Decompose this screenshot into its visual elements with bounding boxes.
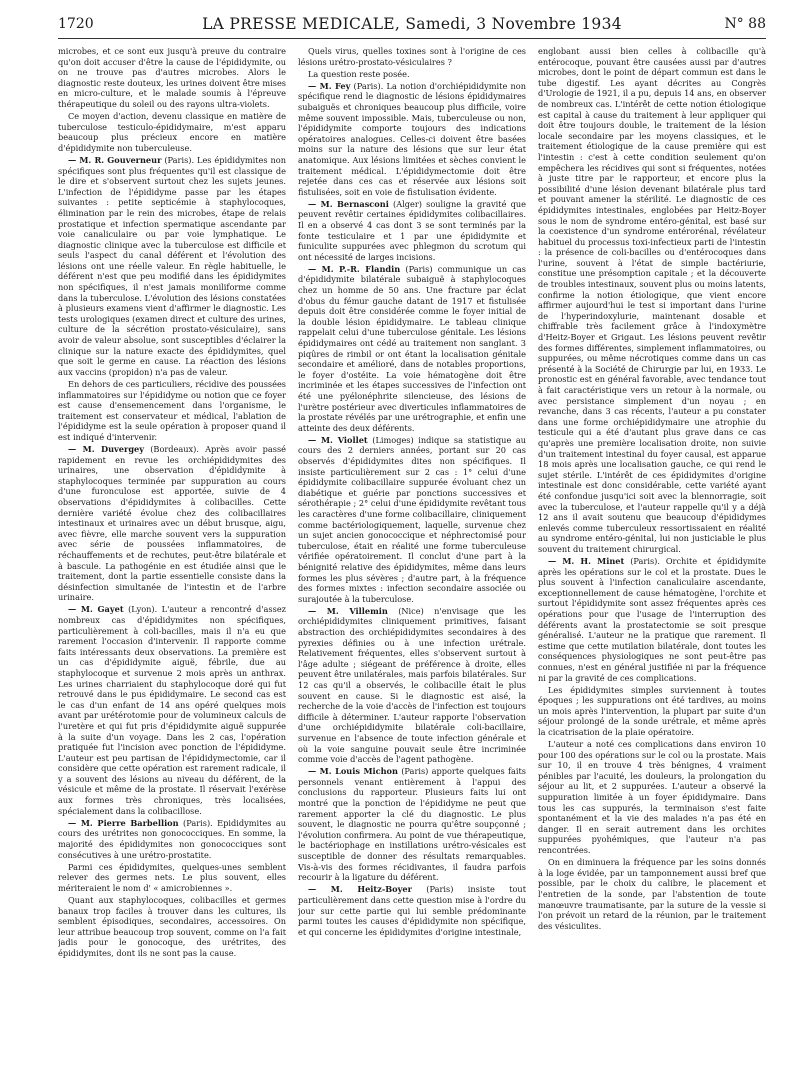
paragraph: [58, 46, 286, 110]
paragraph-text: En dehors de ces particuliers, récidive des poussées inflammatoires sur l'épididyme ou notion que ce foyer est cause d'ensemencement dans l'organisme, le traitement est conservateur et médical, l'ablation de l'épididyme est la seule opération à proposer quand il est indiqué d'intervenir.: [58, 378, 286, 442]
paragraph-text: Quels virus, quelles toxines sont à l'origine de ces lésions urétro-prostato-vésiculaires ?: [298, 46, 526, 67]
article-columns: [58, 46, 766, 1076]
paragraph: [58, 111, 286, 153]
paragraph-text: Parmi ces épididymites, quelques-unes semblent relever des germes nets. Le plus souvent, elles mériteraient le nom d' « amicrobiennes ».: [58, 861, 286, 893]
column-3: [538, 46, 766, 1076]
paragraph: [298, 81, 526, 198]
paragraph: [298, 199, 526, 263]
paragraph-text: (Paris). Les épididymites non spécifiques sont plus fréquentes qu'il est classique de le dire et s'observent surtout chez les sujets jeunes. L'infection de l'épididyme passe par les étapes suivantes : petite septicémie à staphylocoques, élimination par le rein des microbes, étape de relais prostatique et infection spermatique ascendante par voie canaliculaire ou par voie lymphatique. Le diagnostic clinique avec la tuberculose est difficile et seuls l'aspect du canal déférent et l'évolution des lésions ont une réelle valeur. En règle habituelle, le déférent n'est que peu modifié dans les épididymites non spécifiques, il n'est jamais moniliforme comme dans la tuberculose. L'évolution des lésions constatées à plusieurs examens vient d'affirmer le diagnostic. Les tests urologiques (examen direct et culture des urines, culture de la sécrétion prostato-vésiculaire), sans avoir de valeur absolue, sont susceptibles d'éclairer la clinique sur la nature exacte des épididymites, quel que soit le germe en cause. La réaction des lésions aux vaccins (propidon) n'a pas de valeur.: [58, 154, 286, 377]
paragraph: [538, 857, 766, 931]
author-name: — M. P.-R. Flandin: [308, 263, 401, 274]
paragraph: [298, 606, 526, 765]
issue-number: N° 88: [724, 16, 766, 32]
author-name: — M. Viollet: [308, 434, 368, 445]
paragraph-text: (Nice) n'envisage que les orchiépididymites cliniquement primitives, faisant abstraction des orchiépididymites secondaires à des pyrexies définies ou à une infection urétrale. Relativement fréquentes, elles s'observent surtout à l'âge adulte ; siégeant de préférence à droite, elles peuvent être unilatérales, mais parfois bilatérales. Sur 12 cas qu'il a observés, le colibacille était le plus souvent en cause. Si le diagnostic est aisé, la recherche de la voie d'accès de l'infection est toujours difficile à déterminer. L'auteur rapporte l'observation d'une orchiépididymite bilatérale coli-bacillaire, survenue en l'absence de toute infection générale et où la voie sanguine pouvait seule être incriminée comme voie d'accès de l'agent pathogène.: [298, 605, 526, 765]
author-name: — M. Fey: [308, 80, 351, 91]
paragraph-text: (Alger) souligne la gravité que peuvent revêtir certaines épididymites colibacillaires. Il en a observé 4 cas dont 3 se sont terminés par la fonte testiculaire et 1 par une épididymite et funiculite suppurées avec phlegmon du scrotum qui ont nécessité de larges incisions.: [298, 198, 526, 262]
author-name: — M. H. Minet: [548, 556, 625, 566]
paragraph-text: Les épididymites simples surviennent à toutes époques ; les suppurations ont été tardives, au moins un mois après l'intervention, la plupart par suite d'un séjour prolongé de la sonde urétrale, et même après la cicatrisation de la plaie opératoire.: [538, 684, 766, 737]
paragraph-text: Quant aux staphylocoques, colibacilles et germes banaux trop faciles à trouver dans les cultures, ils semblent épisodiques, secondaires, accessoires. On leur attribue beaucoup trop souvent, comme on l'a fait jadis pour le gonocoque, des urétrites, des épididymites, dont ils ne sont pas la cause.: [58, 894, 286, 958]
column-2: [298, 46, 526, 1076]
paragraph-text: La question reste posée.: [308, 68, 410, 79]
paragraph-text: (Paris) communique un cas d'épididymite bilatérale subaiguë à staphylocoques chez un homme de 50 ans. Une fracture par éclat d'obus du fémur gauche datant de 1917 et fistulisée depuis doit être considérée comme le foyer initial de la double lésion épididymaire. Le tableau clinique rappelait celui d'une tuberculose génitale. Les lésions épididymaires ont cédé au traitement non sanglant. 3 piqûres de rimbil or ont étant la localisation génitale secondaire et amélioré, dans de notables proportions, le foyer d'ostéite. La voie hématogène doit être incriminée et les étapes successives de l'infection ont été une pyélonéphrite silencieuse, des lésions de l'urètre postérieur avec diverticules inflammatoires de la prostate révélés par une urétrographie, et enfin une atteinte des deux déférents.: [298, 263, 526, 433]
paragraph-text: On en diminuera la fréquence par les soins donnés à la loge évidée, par un tamponnement aussi bref que possible, par le choix du calibre, le placement et l'entretien de la sonde, par l'abstention de toute manœuvre traumatisante, par la suture de la vessie si l'on prévoit un retard de la réunion, par le traitement des vésiculites.: [538, 857, 766, 931]
paragraph-text: (Limoges) indique sa statistique au cours des 2 derniers années, portant sur 20 cas observés d'épididymites dites non spécifiques. Il insiste particulièrement sur 2 cas : 1° celui d'une épididymite colibacillaire suppurée évoluant chez un diabétique et guérie par ponctions successives et sérothérapie ; 2° celui d'une épididymite revêtant tous les caractères d'une forme colibacillaire, cliniquement comme bactériologiquement, laquelle, survenue chez un sujet ancien gonococcique et néphrectomisé pour tuberculose, était en réalité une forme tuberculeuse vérifiée opératoirement. Il conclut d'une part à la bénignité relative des épididymites, même dans leurs formes les plus sévères ; d'autre part, à la fréquence des formes mixtes : infection secondaire associée ou surajoutée à la tuberculose.: [298, 434, 526, 604]
paragraph: [58, 895, 286, 959]
paragraph: [58, 604, 286, 816]
paragraph: [538, 739, 766, 856]
author-name: — M. R. Gouverneur: [68, 154, 162, 165]
paragraph: [298, 766, 526, 883]
page-number: 1720: [58, 16, 94, 32]
paragraph: [58, 444, 286, 603]
paragraph: [538, 556, 766, 683]
paragraph: [58, 862, 286, 894]
journal-title: LA PRESSE MEDICALE, Samedi, 3 Novembre 1934: [202, 15, 622, 33]
paragraph: [58, 379, 286, 443]
paragraph: [298, 435, 526, 605]
paragraph: [298, 69, 526, 80]
author-name: — M. Heitz-Boyer: [308, 884, 412, 895]
paragraph-text: L'auteur a noté ces complications dans environ 10 pour 100 des opérations sur le col ou la prostate. Mais sur 10, il en trouve 4 très bénignes, 4 vraiment pénibles par l'acuité, les douleurs, la prolongation du séjour au lit, et 2 suppurées. L'auteur a observé la suppuration limitée à un foyer épididymaire. Dans tous les cas suppurés, la terminaison s'est faite spontanément et la vie des malades n'a pas été en danger. Il en serait autrement dans les orchites suppurées pyohémiques, que l'auteur n'a pas rencontrées.: [538, 739, 766, 856]
paragraph-text: (Paris). La notion d'orchiépididymite non spécifique rend le diagnostic de lésions épididymaires subaiguës et chroniques beaucoup plus difficile, voire même souvent impossible. Mais, tuberculeuse ou non, l'épididymite comporte toujours des indications opératoires analogues. Celles-ci doivent être basées moins sur la nature des lésions que sur leur état anatomique. Aux lésions limitées et sèches convient le traitement médical. L'épididymectomie doit être rejetée dans ces cas et réservée aux lésions soit fistulisées, soit en voie de fistulisation évidente.: [298, 80, 526, 197]
author-name: — M. Duvergey: [68, 443, 145, 454]
paragraph-text: (Paris) insiste tout particulièrement dans cette question mise à l'ordre du jour sur cette partie qui lui semble prédominante parmi toutes les causes d'épididymite non spécifique, et qui concerne les épididymites d'origine intestinale,: [298, 884, 526, 937]
paragraph: [538, 685, 766, 738]
paragraph-text: microbes, et ce sont eux jusqu'à preuve du contraire qu'on doit accuser d'être la cause de l'épididymite, ou on ne trouve pas d'autres microbes. Alors le diagnostic reste douteux, les urines doivent être mises en micro-culture, et le malade soumis à l'épreuve thérapeutique du soleil ou des rayons ultra-violets.: [58, 46, 286, 109]
paragraph-text: englobant aussi bien celles à colibacille qu'à entérocoque, pouvant être causées aussi par d'autres microbes, dont le point de départ commun est dans le tube digestif. Les ayant décrites au Congrès d'Urologie de 1921, il a pu, depuis 14 ans, en observer de nombreux cas. L'intérêt de cette notion étiologique est capital à cause du traitement à leur appliquer qui doit être toujours double, le traitement de la lésion locale secondaire par les moyens classiques, et le traitement étiologique de la cause première qui est l'intestin : c'est à cette condition seulement qu'on empêchera les récidives qui sont si fréquentes, notées à juste titre par le rapporteur, et encore plus la possibilité d'une lésion devenant bilatérale plus tard et pouvant amener la stérilité. Le diagnostic de ces épididymites intestinales, englobées par Heitz-Boyer sous le nom de syndrome entéro-génital, est basé sur la coexistence d'un syndrome entérorénal, révélateur habituel du processus toxi-infectieux parti de l'intestin : la présence de coli-bacilles ou d'entérocoques dans l'urine, souvent à l'état de simple bactériurie, constitue une présomption capitale ; et la découverte de troubles intestinaux, souvent plus ou moins latents, confirme la notion étiologique, que vient encore affirmer aujourd'hui le test si important dans l'urine de l'hyperindoxylurie, maintenant dosable et chiffrable très facilement grâce à l'indoxymètre d'Heitz-Boyer et Grigaut. Les lésions peuvent revêtir des formes différentes, simplement inflammatoires, ou suppurées, ou même nécrotiques comme dans un cas présenté à la Société de Chirurgie par lui, en 1933. Le pronostic est en général favorable, avec tendance tout à fait caractéristique vers un retour à la normale, ou avec persistance simplement d'un noyau ; en revanche, dans 3 cas récents, l'auteur a pu constater dans une forme orchiépididymaire une atrophie du testicule qui a été d'autant plus grave dans ce cas qu'après une première localisation droite, non suivie d'un traitement intestinal du foyer causal, est apparue 18 mois après une localisation gauche, ce qui rend le sujet stérile. L'intérêt de ces épididymites d'origine intestinale est donc considérable, cette variété ayant été confondue jusqu'ici soit avec la blennorragie, soit avec la tuberculose, et l'auteur rappelle qu'il y a déjà 12 ans il avait soutenu que beaucoup d'épididymes enlevés comme tuberculeux ressortissaient en réalité au syndrome entéro-génital, lui non justiciable le plus souvent du traitement chirurgical.: [538, 46, 766, 554]
paragraph-text: (Lyon). L'auteur a rencontré d'assez nombreux cas d'épididymites non spécifiques, particulièrement à coli-bacilles, mais il n'a eu que rarement l'occasion d'intervenir. Il rapporte comme faits intéressants deux observations. La première est un cas d'épididymite aiguë, fébrile, due au staphylocoque et survenue 2 mois après un anthrax. Les urines charriaient du staphylocoque doré qui fut retrouvé dans le pus épididymaire. Le second cas est le cas d'un enfant de 14 ans opéré quelques mois avant par urétérotomie pour de volumineux calculs de l'uretère et qui fut pris d'épididymite aiguë suppurée à la suite d'un voyage. Dans les 2 cas, l'opération pratiquée fut l'incision avec ponction de l'épididyme. L'auteur est peu partisan de l'épididymectomie, car il considère que cette opération est rarement radicale, il y a souvent des lésions au niveau du déférent, de la vésicule et même de la prostate. Il réservait l'exérèse aux formes très chroniques, très localisées, spécialement dans la colibacillose.: [58, 604, 286, 816]
paragraph: [58, 818, 286, 860]
paragraph-text: (Bordeaux). Après avoir passé rapidement en revue les orchiépididymites des urinaires, une observation d'épididymite à staphylocoques terminée par suppuration au cours d'une furonculose est apportée, suivie de 4 observations d'épididymites à colibacilles. Cette dernière variété évolue chez des colibacillaires intestinaux et urinaires avec un début brusque, aigu, avec fièvre, elle marche souvent vers la suppuration avec série de poussées inflammatoires, de réchauffements et de rechutes, peut-être bilatérale et à bascule. La pathogénie en est étudiée ainsi que le traitement, dont la partie essentielle consiste dans la désinfection simultanée de l'intestin et de l'arbre urinaire.: [58, 443, 286, 603]
column-1: [58, 46, 286, 1076]
paragraph: [298, 46, 526, 67]
paragraph-text: (Paris) apporte quelques faits personnels venant entièrement à l'appui des conclusions du rapporteur. Plusieurs faits lui ont montré que la ponction de l'épididyme ne peut que rarement apporter la clé du diagnostic. Le plus souvent, le diagnostic ne pourra qu'être soupçonné ; l'évolution confirmera. Au point de vue thérapeutique, le bactériophage en instillations urétro-vésicales est susceptible de donner des résultats remarquables. Vis-à-vis des formes récidivantes, il faudra parfois recourir à la ligature du déférent.: [298, 766, 526, 883]
paragraph-text: (Paris). Epididymites au cours des urétrites non gonococciques. En somme, la majorité des épididymites non gonococciques sont consécutives à une urétro-prostatite.: [58, 817, 286, 860]
page-header: [58, 16, 766, 39]
paragraph-text: Ce moyen d'action, devenu classique en matière de tuberculose testiculo-épididymaire, m'est apparu beaucoup plus précieux encore en matière d'épididymite non tuberculeuse.: [58, 111, 286, 153]
author-name: — M. Pierre Barbellion: [68, 817, 179, 828]
paragraph-text: (Paris). Orchite et épididymite après les opérations sur le col et la prostate. Dues le plus souvent à l'infection canaliculaire ascendante, exceptionnellement de cause hématogène, l'orchite et surtout l'épididymite sont assez fréquentes après ces opérations pour que l'usage de l'interruption des déférents avant la prostatectomie se soit presque généralisé. L'auteur ne la pratique que rarement. Il estime que cette mutilation bilatérale, dont toutes les conséquences physiologiques ne sont peut-être pas connues, n'est en général justifiée ni par la fréquence ni par la gravité de ces complications.: [538, 556, 766, 683]
paragraph: [298, 884, 526, 937]
paragraph: [538, 46, 766, 555]
author-name: — M. Bernasconi: [308, 198, 389, 209]
author-name: — M. Gayet: [68, 604, 124, 615]
author-name: — M. Villemin: [308, 605, 388, 616]
paragraph: [298, 264, 526, 434]
author-name: — M. Louis Michon: [308, 766, 398, 777]
paragraph: [58, 155, 286, 377]
